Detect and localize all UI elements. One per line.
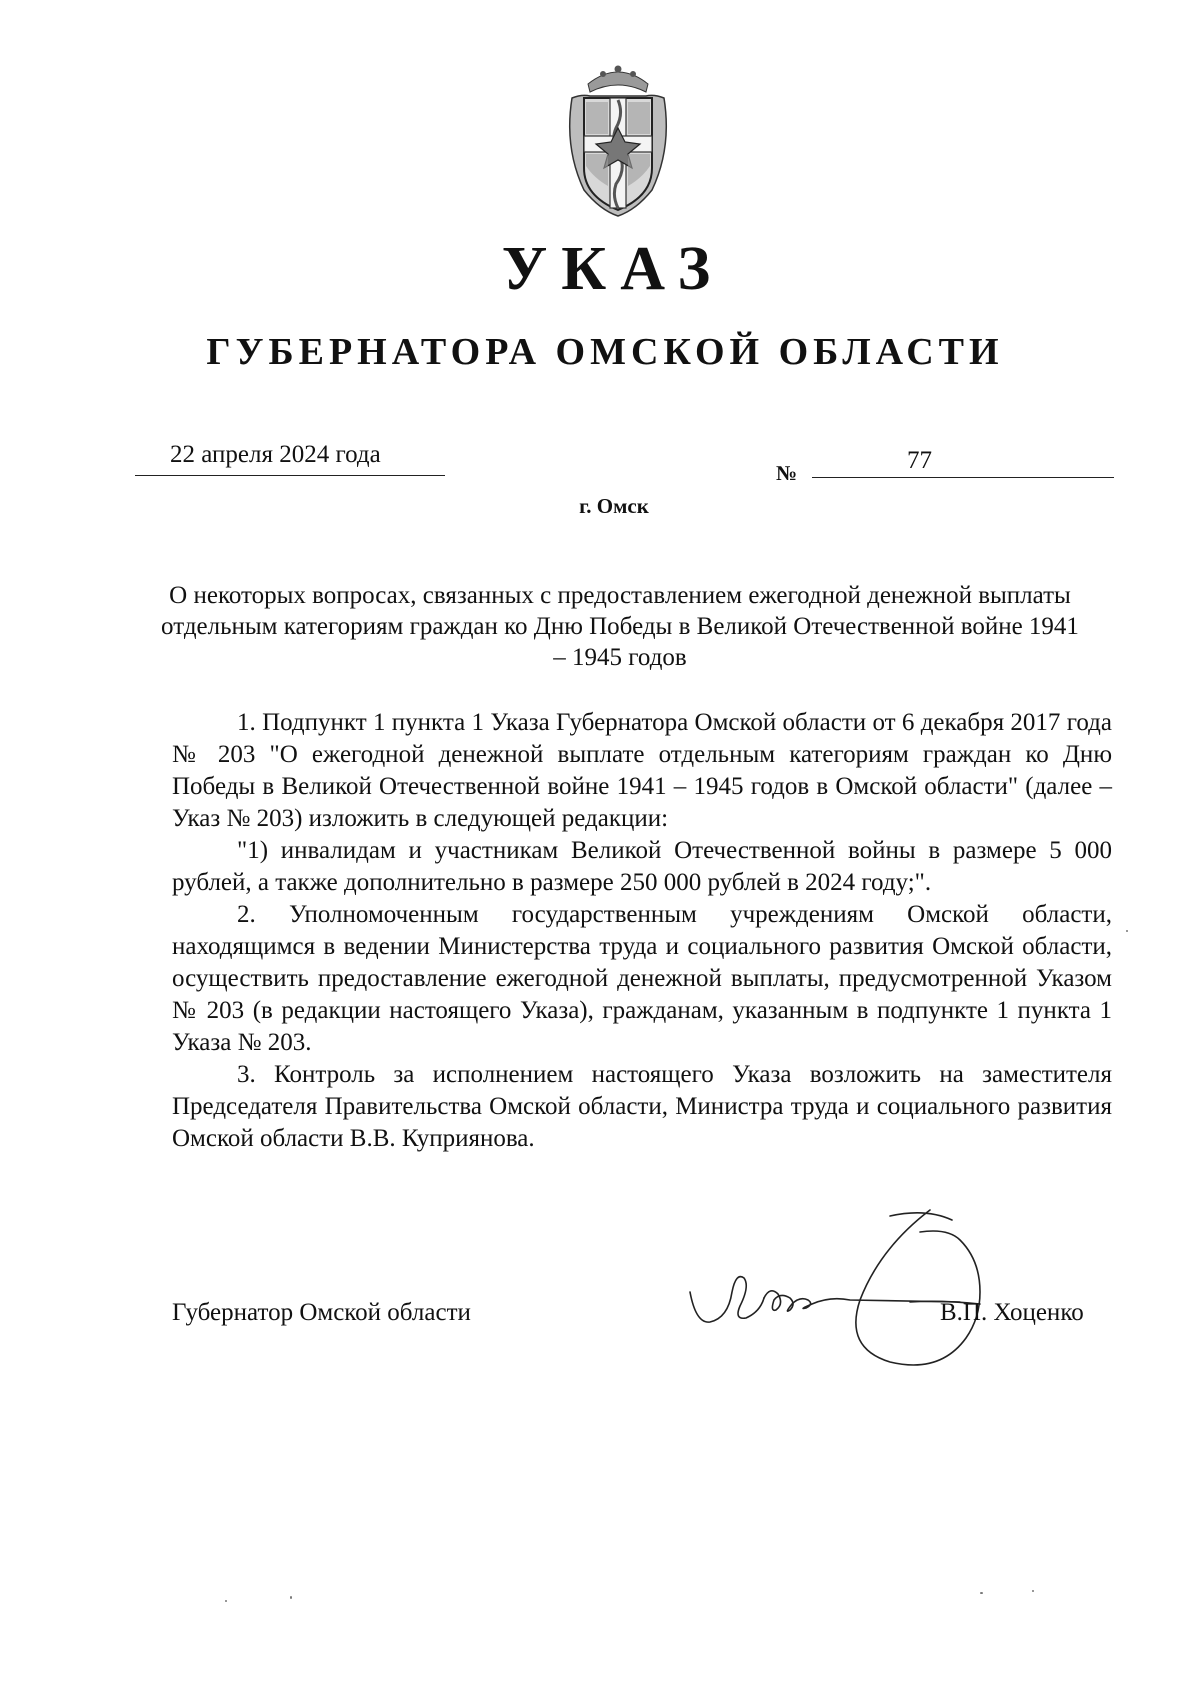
document-date: 22 апреля 2024 года — [170, 441, 381, 468]
signatory-title: Губернатор Омской области — [172, 1299, 471, 1326]
coat-of-arms-icon — [558, 58, 678, 218]
scan-speck — [1126, 930, 1128, 932]
signatory-name: В.П. Хоценко — [940, 1299, 1084, 1326]
scan-speck — [225, 1600, 227, 1602]
document-body — [172, 707, 1112, 1155]
paragraph-1: 1. Подпункт 1 пункта 1 Указа Губернатора Омской области от 6 декабря 2017 года № 203 "О ежегодной денежной выплате отдельным категориям граждан ко Дню Победы в Великой Отечественной войне 1941 – 1945 годов в Омской области" (далее – Указ № 203) изложить в следующей редакции: — [172, 709, 1112, 832]
document-subtitle: ГУБЕРНАТОРА ОМСКОЙ ОБЛАСТИ — [206, 331, 1004, 373]
scan-speck — [1032, 1590, 1034, 1592]
scan-speck — [290, 1596, 292, 1599]
number-underline — [812, 477, 1114, 478]
handwritten-signature — [680, 1200, 1030, 1370]
number-label: № — [776, 461, 798, 485]
scan-speck — [980, 1592, 983, 1594]
paragraph-2: 2. Уполномоченным государственным учреждениям Омской области, находящимся в ведении Министерства труда и социального развития Омской области, осуществить предоставление ежегодной денежной выплаты, предусмотренной Указом № 203 (в редакции настоящего Указа), гражданам, указанным в подпункте 1 пункта 1 Указа № 203. — [172, 901, 1112, 1056]
paragraph-3: 3. Контроль за исполнением настоящего Указа возложить на заместителя Председателя Правительства Омской области, Министра труда и социального развития Омской области В.В. Куприянова. — [172, 1061, 1112, 1152]
document-number: 77 — [907, 447, 932, 474]
document-city: г. Омск — [579, 494, 649, 518]
document-heading: О некоторых вопросах, связанных с предоставлением ежегодной денежной выплаты отдельным категориям граждан ко Дню Победы в Великой Отечественной войне 1941 – 1945 годов — [161, 582, 1079, 671]
paragraph-1-quote: "1) инвалидам и участникам Великой Отечественной войны в размере 5 000 рублей, а также дополнительно в размере 250 000 рублей в 2024 году;". — [172, 837, 1112, 896]
document-title: УКАЗ — [501, 235, 725, 303]
date-underline — [135, 475, 445, 476]
